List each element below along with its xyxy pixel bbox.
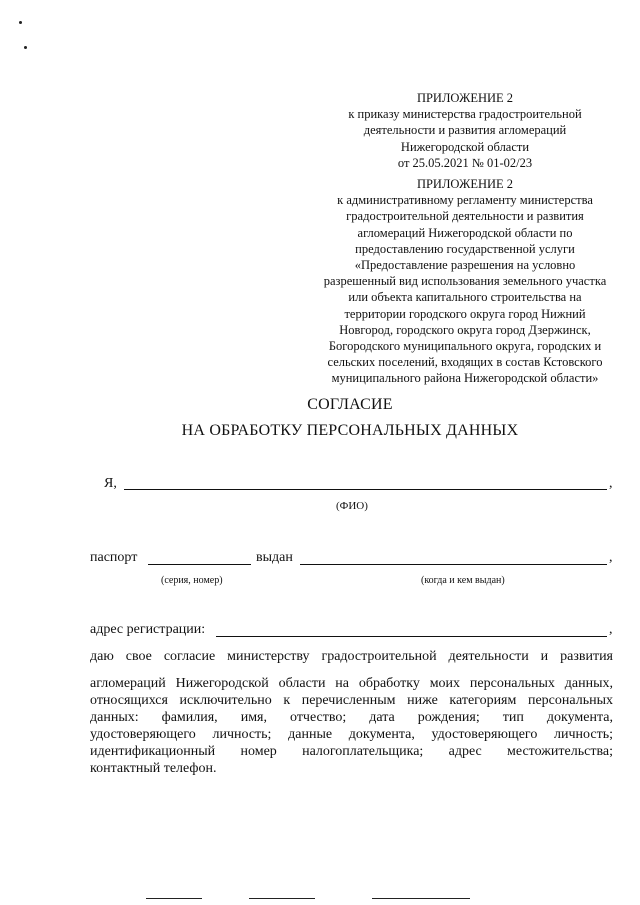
scan-speck — [24, 46, 27, 49]
consent-first-line — [90, 648, 613, 665]
consent-line: идентификационный номер налогоплательщика; адрес местожительства; — [90, 744, 613, 759]
appendix-line: агломераций Нижегородской области по — [357, 225, 573, 240]
issued-hint: (когда и кем выдан) — [421, 575, 505, 586]
consent-paragraph — [90, 675, 613, 777]
appendix-line: Нижегородской области — [400, 139, 530, 154]
fio-comma: , — [609, 476, 613, 491]
appendix-order-block — [300, 90, 630, 171]
address-label: адрес регистрации: — [90, 622, 206, 637]
appendix-line: ПРИЛОЖЕНИЕ 2 — [416, 177, 514, 191]
signature-line-fragment — [249, 898, 315, 899]
document-subtitle: НА ОБРАБОТКУ ПЕРСОНАЛЬНЫХ ДАННЫХ — [181, 422, 519, 439]
appendix-line: сельских поселений, входящих в состав Кстовского — [327, 355, 603, 370]
appendix-line: градостроительной деятельности и развития — [346, 209, 584, 224]
appendix-line: территории городского округа город Нижний — [344, 306, 586, 321]
issued-by-input-line[interactable] — [300, 564, 607, 565]
passport-series-input-line[interactable] — [148, 564, 251, 565]
appendix-line: или объекта капитального строительства на — [348, 290, 582, 305]
address-comma: , — [609, 622, 613, 637]
appendix-line: Новгород, городского округа город Дзержинск, — [339, 322, 591, 337]
appendix-line: к приказу министерства градостроительной — [348, 107, 582, 122]
fio-hint: (ФИО) — [336, 500, 368, 512]
consent-line: удостоверяющего личность; данные документа, удостоверяющего личность; — [90, 727, 613, 742]
appendix-line: ПРИЛОЖЕНИЕ 2 — [416, 91, 514, 105]
consent-line: даю свое согласие министерству градостроительной деятельности и развития — [90, 649, 613, 664]
consent-line: контактный телефон. — [90, 761, 217, 776]
scan-speck — [19, 21, 22, 24]
appendix-line: разрешенный вид использования земельного участка — [323, 274, 607, 289]
consent-line: относящихся исключительно к перечисленным ниже категориям персональных — [90, 693, 613, 708]
passport-label: паспорт — [90, 550, 138, 565]
issued-label: выдан — [256, 550, 293, 565]
appendix-regulation-block — [300, 176, 630, 387]
address-input-line[interactable] — [216, 636, 607, 637]
signature-line-fragment — [146, 898, 202, 899]
appendix-line: к административному регламенту министерства — [337, 193, 593, 208]
appendix-line: муниципального района Нижегородской области» — [331, 371, 599, 386]
ya-label: Я, — [104, 476, 117, 491]
signature-line-fragment — [372, 898, 470, 899]
fio-input-line[interactable] — [124, 489, 607, 490]
appendix-line: «Предоставление разрешения на условно — [354, 258, 576, 273]
appendix-line: Богородского муниципального округа, городских и — [328, 339, 602, 354]
consent-line: данных: фамилия, имя, отчество; дата рождения; тип документа, — [90, 710, 613, 725]
appendix-line: деятельности и развития агломераций — [363, 123, 567, 138]
consent-line: агломераций Нижегородской области на обработку моих персональных данных, — [90, 676, 613, 691]
passport-comma: , — [609, 550, 613, 565]
document-title: СОГЛАСИЕ — [307, 396, 393, 413]
appendix-line: предоставлению государственной услуги — [355, 241, 575, 256]
appendix-line: от 25.05.2021 № 01-02/23 — [397, 155, 533, 170]
series-hint: (серия, номер) — [161, 575, 223, 586]
